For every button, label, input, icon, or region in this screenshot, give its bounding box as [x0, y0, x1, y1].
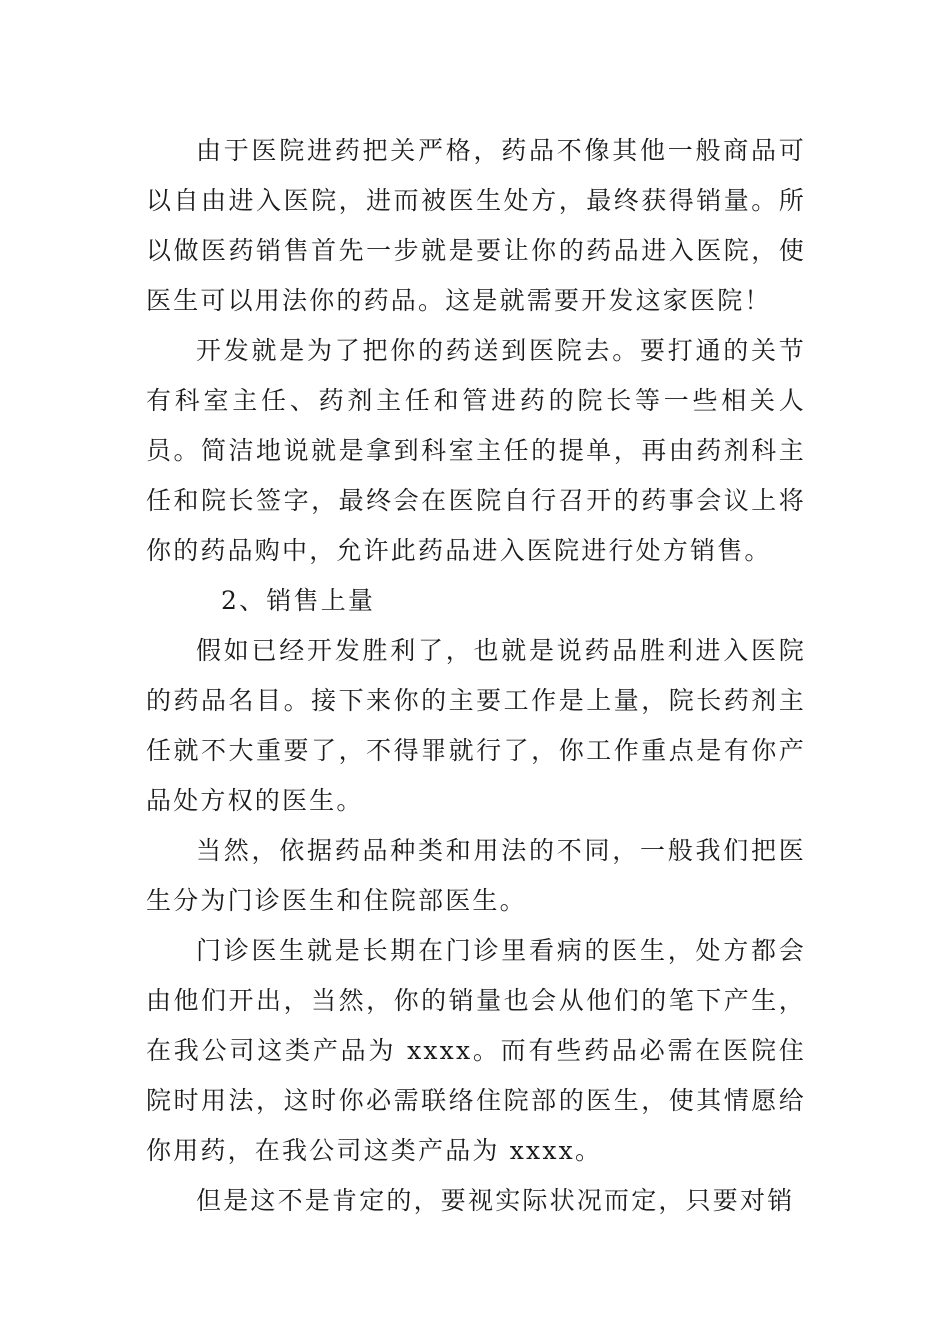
paragraph-outpatient-doctors: 门诊医生就是长期在门诊里看病的医生，处方都会由他们开出，当然，你的销量也会从他们的笔下产生，在我公司这类产品为 xxxx。而有些药品必需在医院住院时用法，这时你必需联络住院部的医生，使其情愿给你用药，在我公司这类产品为 xxxx。 [146, 936, 806, 1165]
paragraph-development: 开发就是为了把你的药送到医院去。要打通的关节有科室主任、药剂主任和管进药的院长等一些相关人员。简洁地说就是拿到科室主任的提单，再由药剂科主任和院长签字，最终会在医院自行召开的药事会议上将你的药品购中，允许此药品进入医院进行处方销售。 [146, 336, 806, 565]
section-heading-sales-volume: 2、销售上量 [221, 586, 376, 615]
document-body [146, 126, 806, 1226]
paragraph-not-certain: 但是这不是肯定的，要视实际状况而定，只要对销 [196, 1186, 795, 1215]
paragraph-hospital-entry: 由于医院进药把关严格，药品不像其他一般商品可以自由进入医院，进而被医生处方，最终获得销量。所以做医药销售首先一步就是要让你的药品进入医院，使医生可以用法你的药品。这是就需要开发这家医院！ [146, 136, 806, 315]
paragraph-after-development: 假如已经开发胜利了，也就是说药品胜利进入医院的药品名目。接下来你的主要工作是上量，院长药剂主任就不大重要了，不得罪就行了，你工作重点是有你产品处方权的医生。 [146, 636, 806, 815]
paragraph-doctor-types: 当然，依据药品种类和用法的不同，一般我们把医生分为门诊医生和住院部医生。 [146, 836, 806, 915]
